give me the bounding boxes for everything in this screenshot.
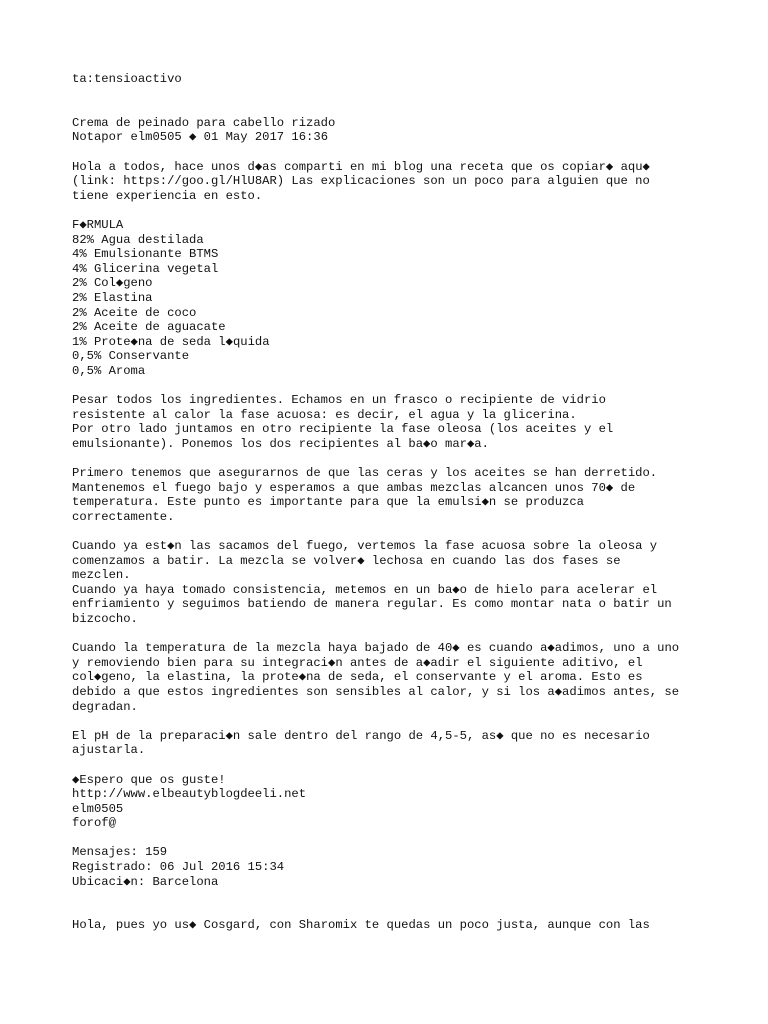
text-line: comenzamos a batir. La mezcla se volver◆ lechosa en cuando las dos fases se (72, 553, 621, 568)
text-line: (link: https://goo.gl/HlU8AR) Las explicaciones son un poco para alguien que no (72, 174, 650, 189)
text-line: enfriamiento y seguimos batiendo de manera regular. Es como montar nata o batir un (72, 597, 672, 612)
text-line: Mantenemos el fuego bajo y esperamos a que ambas mezclas alcancen unos 70◆ de (72, 480, 636, 495)
document-page (72, 72, 712, 933)
formula-item: 2% Col◆geno (72, 276, 153, 291)
author-registered: Registrado: 06 Jul 2016 15:34 (72, 860, 285, 875)
formula-heading: F◆RMULA (72, 217, 124, 232)
signoff (72, 773, 712, 831)
formula-item: 2% Elastina (72, 290, 153, 305)
text-line: mezclen. (72, 568, 131, 583)
reply-text: Hola, pues yo us◆ Cosgard, con Sharomix te quedas un poco justa, aunque con las (72, 918, 650, 933)
formula-list (72, 233, 712, 379)
text-line: ajustarla. (72, 743, 146, 758)
formula-item: 82% Agua destilada (72, 232, 204, 247)
text-line: tiene experiencia en esto. (72, 188, 263, 203)
formula-item: 0,5% Aroma (72, 363, 146, 378)
text-line: Cuando ya est◆n las sacamos del fuego, vertemos la fase acuosa sobre la oleosa y (72, 539, 658, 553)
blog-url: http://www.elbeautyblogdeeli.net (72, 787, 307, 802)
text-line: col◆geno, la elastina, la prote◆na de seda, el conservante y el aroma. Esto es (72, 670, 643, 685)
paragraph-2 (72, 466, 712, 524)
text-line: Pesar todos los ingredientes. Echamos en un frasco o recipiente de vidrio (72, 393, 606, 408)
formula-item: 1% Prote◆na de seda l◆quida (72, 334, 270, 349)
author-posts: Mensajes: 159 (72, 845, 168, 860)
text-line: bizcocho. (72, 611, 138, 626)
author-name: elm0505 (72, 801, 124, 816)
formula-item: 2% Aceite de coco (72, 305, 197, 320)
text-line: debido a que estos ingredientes son sensibles al calor, y si los a◆adimos antes, se (72, 684, 680, 699)
formula-item: 4% Glicerina vegetal (72, 261, 219, 276)
paragraph-5 (72, 729, 712, 758)
formula-item: 2% Aceite de aguacate (72, 320, 226, 335)
text-line: resistente al calor la fase acuosa: es decir, el agua y la glicerina. (72, 407, 577, 422)
text-line: emulsionante). Ponemos los dos recipientes al ba◆o mar◆a. (72, 436, 489, 451)
paragraph-1 (72, 393, 712, 451)
author-meta (72, 845, 712, 889)
paragraph-4 (72, 641, 712, 714)
author-location: Ubicaci◆n: Barcelona (72, 874, 219, 889)
formula-item: 4% Emulsionante BTMS (72, 247, 219, 262)
text-line: El pH de la preparaci◆n sale dentro del rango de 4,5-5, as◆ que no es necesario (72, 728, 650, 743)
tag-line: ta:tensioactivo (72, 72, 182, 86)
post-byline: Notapor elm0505 ◆ 01 May 2017 16:36 (72, 130, 329, 145)
text-line: Hola a todos, hace unos d◆as comparti en mi blog una receta que os copiar◆ aqu◆ (72, 159, 650, 174)
post-title: Crema de peinado para cabello rizado (72, 115, 336, 130)
signoff-greeting: ◆Espero que os guste! (72, 772, 226, 787)
author-rank: forof@ (72, 816, 116, 831)
formula-item: 0,5% Conservante (72, 349, 190, 364)
text-line: temperatura. Este punto es importante para que la emulsi◆n se produzca (72, 495, 584, 510)
text-line: correctamente. (72, 509, 175, 524)
text-line: y removiendo bien para su integraci◆n antes de a◆adir el siguiente aditivo, el (72, 655, 643, 670)
text-line: Primero tenemos que asegurarnos de que las ceras y los aceites se han derretido. (72, 466, 658, 481)
post-intro (72, 160, 712, 204)
text-line: degradan. (72, 699, 138, 714)
paragraph-3 (72, 539, 712, 627)
text-line: Por otro lado juntamos en otro recipiente la fase oleosa (los aceites y el (72, 422, 614, 437)
text-line: Cuando ya haya tomado consistencia, metemos en un ba◆o de hielo para acelerar el (72, 582, 658, 597)
text-line: Cuando la temperatura de la mezcla haya bajado de 40◆ es cuando a◆adimos, uno a uno (72, 641, 680, 656)
